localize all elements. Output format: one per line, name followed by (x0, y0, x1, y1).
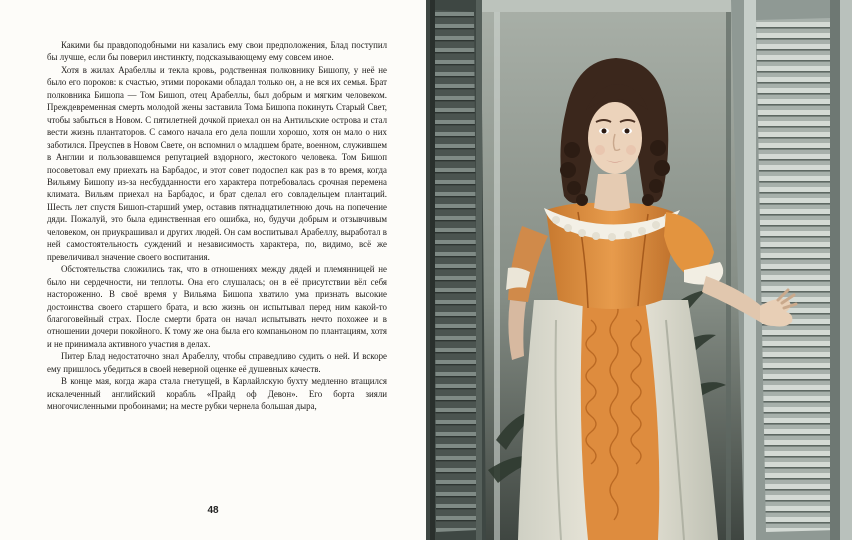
paragraph-2: Хотя в жилах Арабеллы и текла кровь, родственная полковнику Бишопу, у неё не было его пороков: к счастью, этими пороками обладал только он, а не вся их семья. Брат полковника Бишопа — Том Бишоп, отец Арабеллы, был добрым и мягким человеком. Преждевременная смерть молодой жены заставила Тома Бишопа покинуть Старый Свет, чтобы забыться в Новом. С пятилетней дочкой приехал он на Антильские острова и стал вести жизнь плантаторов. С самого начала его дела пошли хорошо, хотя он мало о них заботился. Преуспев в Новом Свете, он вспомнил о младшем брате, военном, служившем в Англии и пользовавшемся репутацией вздорного, жестокого человека. Том Бишоп посоветовал ему приехать на Барбадос, и этот совет подоспел как раз в то время, когда Вильяму Бишопу из-за несбудданности его характера потребовалась срочная перемена климата. Вильям приехал на Барбадос, и брат сделал его совладельцем плантаций. Шесть лет спустя Бишоп-старший умер, оставив пятнадцатилетнюю дочь на попечение дяди. Пожалуй, это была единственная его ошибка, но, будучи добрым и отзывчивым человеком, он приукрашивал и других людей. Он сам воспитывал Арабеллу, выработал в ней самостоятельность суждений и независимость характера, по, видимо, всё же превеличивал значение своего воспитания. (47, 64, 387, 262)
body-text (47, 39, 387, 413)
paragraph-5: В конце мая, когда жара стала гнетущей, в Карлайлскую бухту медленно втащился искалеченный английский корабль «Прайд оф Девон». Его борта зияли многочисленными пробоинами; на месте рубки чернела большая дыра, (47, 376, 387, 412)
paragraph-4: Питер Блад недостаточно знал Арабеллу, чтобы справедливо судить о ней. И вскоре ему пришлось убедиться в своей неверной оценке её душевных качеств. (47, 351, 387, 374)
page-number: 48 (207, 505, 219, 516)
paragraph-3: Обстоятельства сложились так, что в отношениях между дядей и племянницей не было ни сердечности, ни теплоты. Она его слушалась; он в её присутствии вёл себя настороженно. В своё время у Вильяма Бишопа хватило ума признать высокие достоинства своего старшего брата, и всю жизнь он испытывал перед ним какой-то благоговейный страх. После смерти брата он начал испытывать нечто похожее и в отношении дочери покойного. К тому же она была его компаньоном по плантациям, хотя и не принимала активного участия в делах. (47, 264, 387, 349)
illustration-woman-at-window (426, 0, 852, 540)
right-page (426, 0, 852, 540)
paragraph-1: Какими бы правдоподобными ни казались ему свои предположения, Блад поступил бы лучше, если бы поверил инстинкту, подсказывающему ему совсем иное. (47, 40, 387, 63)
